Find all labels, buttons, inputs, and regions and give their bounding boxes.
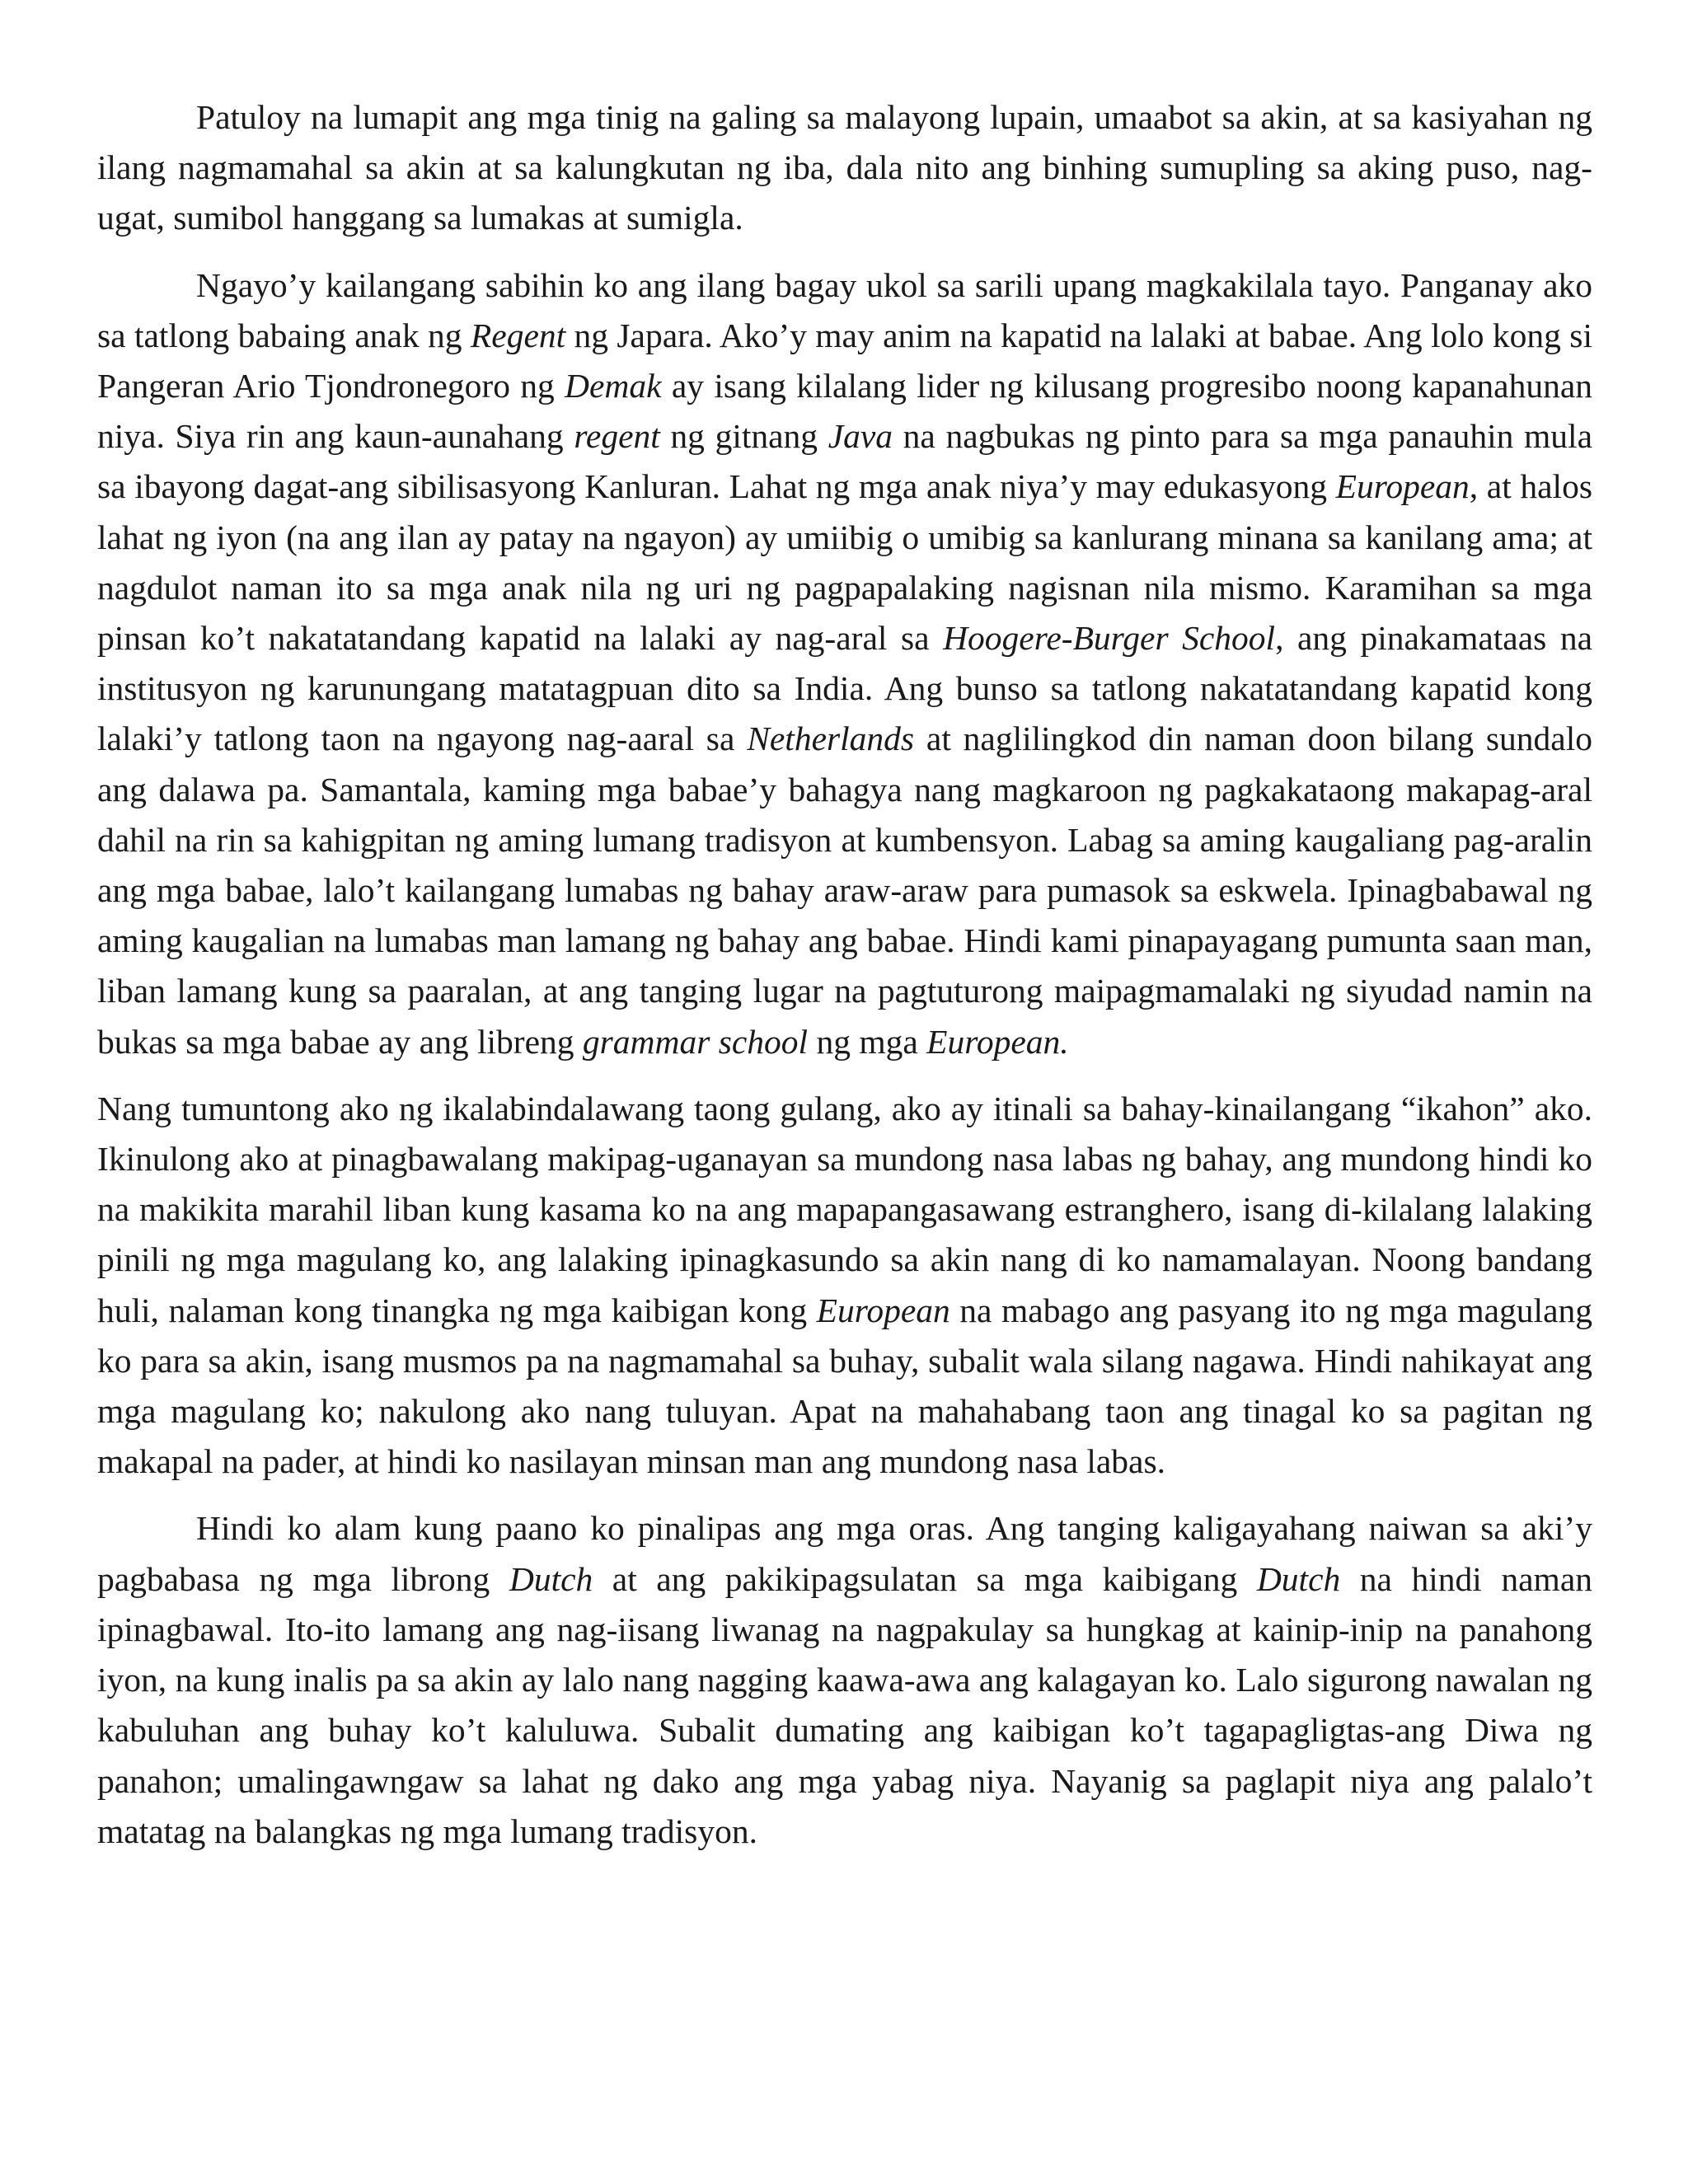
paragraph	[97, 260, 1592, 1067]
text-segment: ay isang kilalang lider ng kilusang progresibo noong kapanahunan niya. Siya rin ang kaun-aunahang	[97, 367, 1592, 456]
italic-text-segment: European.	[926, 1022, 1069, 1061]
italic-text-segment: Demak	[565, 367, 662, 405]
paragraph	[97, 1084, 1592, 1488]
text-segment: Nang tumuntong ako ng ikalabindalawang taong gulang, ako ay itinali sa bahay-kinailangang “ikahon” ako. Ikinulong ako at pinagbawalang makipag-uganayan sa mundong nasa labas ng bahay, ang mundong hindi ko na makikita marahil liban kung kasama ko na ang mapapangasawang estranghero, isang di-kilalang lalaking pinili ng mga magulang ko, ang lalaking ipinagkasundo sa akin nang di ko namamalayan. Noong bandang huli, nalaman kong tinangka ng mga kaibigan kong	[97, 1089, 1592, 1329]
italic-text-segment: Netherlands	[747, 719, 915, 758]
text-segment: na mabago ang pasyang ito ng mga magulang ko para sa akin, isang musmos pa na nagmamahal sa buhay, subalit wala silang nagawa. Hindi nahikayat ang mga magulang ko; nakulong ako nang tuluyan. Apat na mahahabang taon ang tinagal ko sa pagitan ng makapal na pader, at hindi ko nasilayan minsan man ang mundong nasa labas.	[97, 1291, 1592, 1481]
italic-text-segment: Dutch	[509, 1559, 593, 1598]
italic-text-segment: Regent	[470, 316, 566, 354]
italic-text-segment: Java	[828, 417, 893, 456]
paragraph	[97, 92, 1592, 244]
text-segment: Patuloy na lumapit ang mga tinig na galing sa malayong lupain, umaabot sa akin, at sa kasiyahan ng ilang nagmamahal sa akin at sa kalungkutan ng iba, dala nito ang binhing sumupling sa aking puso, nag-ugat, sumibol hanggang sa lumakas at sumigla.	[97, 98, 1592, 237]
italic-text-segment: Dutch	[1256, 1559, 1341, 1598]
italic-text-segment: Hoogere-Burger School	[943, 619, 1276, 658]
italic-text-segment: grammar school	[582, 1022, 809, 1061]
text-segment: ng Japara. Ako’y may anim na kapatid na lalaki at babae. Ang lolo kong si Pangeran Ario Tjondronegoro ng	[97, 316, 1592, 405]
paragraph	[97, 1503, 1592, 1856]
text-segment: na nagbukas ng pinto para sa mga panauhin mula sa ibayong dagat-ang sibilisasyong Kanluran. Lahat ng mga anak niya’y may edukasyong	[97, 417, 1593, 506]
text-segment: ng mga	[808, 1022, 927, 1061]
text-segment: at naglilingkod din naman doon bilang sundalo ang dalawa pa. Samantala, kaming mga babae’y bahagya nang magkaroon ng pagkakataong makapag-aral dahil na rin sa kahigpitan ng aming lumang tradisyon at kumbensyon. Labag sa aming kaugaliang pag-aralin ang mga babae, lalo’t kailangang lumabas ng bahay araw-araw para pumasok sa eskwela. Ipinagbabawal ng aming kaugalian na lumabas man lamang ng bahay ang babae. Hindi kami pinapayagang pumunta saan man, liban lamang kung sa paaralan, at ang tanging lugar na pagtuturong maipagmamalaki ng siyudad namin na bukas sa mga babae ay ang libreng	[97, 719, 1593, 1061]
text-segment: ng gitnang	[659, 417, 828, 456]
text-segment: Hindi ko alam kung paano ko pinalipas ang mga oras. Ang tanging kaligayahang naiwan sa aki’y pagbabasa ng mga librong	[97, 1509, 1592, 1598]
text-segment: at ang pakikipagsulatan sa mga kaibigang	[593, 1559, 1257, 1598]
italic-text-segment: European	[1335, 467, 1470, 506]
text-segment: , at halos lahat ng iyon (na ang ilan ay patay na ngayon) ay umiibig o umibig sa kanlurang minana sa kanilang ama; at nagdulot naman ito sa mga anak nila ng uri ng pagpapalaking nagisnan nila mismo. Karamihan sa mga pinsan ko’t nakatatandang kapatid na lalaki ay nag-aral sa	[97, 467, 1592, 658]
document-page	[97, 92, 1592, 1857]
italic-text-segment: European	[816, 1291, 950, 1329]
italic-text-segment: regent	[574, 417, 660, 456]
text-segment: Ngayo’y kailangang sabihin ko ang ilang bagay ukol sa sarili upang magkakilala tayo. Panganay ako sa tatlong babaing anak ng	[97, 265, 1592, 354]
text-segment: , ang pinakamataas na institusyon ng karunungang matatagpuan dito sa India. Ang bunso sa tatlong nakatatandang kapatid kong lalaki’y tatlong taon na ngayong nag-aaral sa	[97, 619, 1592, 758]
text-segment: na hindi naman ipinagbawal. Ito-ito lamang ang nag-iisang liwanag na nagpakulay sa hungkag at kainip-inip na panahong iyon, na kung inalis pa sa akin ay lalo nang nagging kaawa-awa ang kalagayan ko. Lalo sigurong nawalan ng kabuluhan ang buhay ko’t kaluluwa. Subalit dumating ang kaibigan ko’t tagapagligtas-ang Diwa ng panahon; umalingawngaw sa lahat ng dako ang mga yabag niya. Nayanig sa paglapit niya ang palalo’t matatag na balangkas ng mga lumang tradisyon.	[97, 1559, 1592, 1850]
